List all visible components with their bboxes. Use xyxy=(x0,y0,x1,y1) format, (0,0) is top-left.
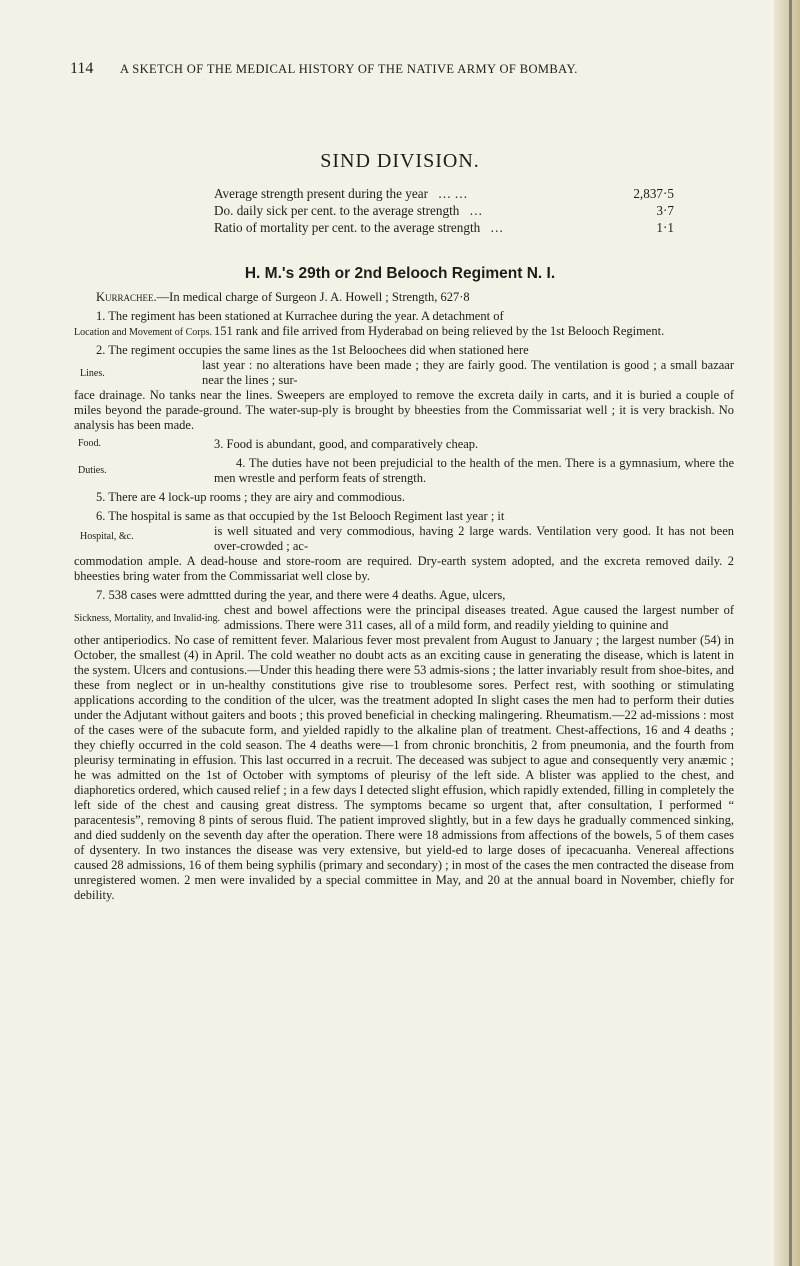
paragraph-5: 5. There are 4 lock-up rooms ; they are airy and commodious. xyxy=(96,490,406,504)
stat-label: Do. daily sick per cent. to the average strength xyxy=(214,203,460,218)
stat-value: 3·7 xyxy=(656,203,674,218)
stat-value: 2,837·5 xyxy=(633,186,674,201)
intro-place: Kurrachee. xyxy=(96,290,157,304)
paragraph-4: 4. The duties have not been prejudicial to the health of the men. There is a gymnasium, where the men wrestle and perform feats of strength. xyxy=(214,456,734,485)
side-note-duties: Duties. xyxy=(78,465,107,476)
running-title: A SKETCH OF THE MEDICAL HISTORY OF THE NATIVE ARMY OF BOMBAY. xyxy=(120,62,578,76)
paragraph-7-wrap xyxy=(74,603,734,633)
page-edge xyxy=(774,0,800,1266)
paragraph-6-wrap-text: is well situated and very commodious, having 2 large wards. Ventilation very good. It has not been over-crowded ; ac- xyxy=(214,524,734,553)
division-title: SIND DIVISION. xyxy=(320,150,480,172)
page-number: 114 xyxy=(70,60,94,77)
paragraph-1-rest: 151 rank and file arrived from Hyderabad on being relieved by the 1st Belooch Regiment. xyxy=(214,324,665,338)
stat-leader: … … xyxy=(437,186,468,201)
paragraph-2-rest: face drainage. No tanks near the lines. Sweepers are employed to remove the excreta daily in carts, and it is buried a couple of miles beyond the parade-ground. The water-sup-ply is brought by bheesties from the Commissariat well ; it is very brackish. No analysis has been made. xyxy=(74,388,734,432)
report-body xyxy=(74,290,734,903)
paragraph-7-rest: other antiperiodics. No case of remittent fever. Malarious fever most prevalent from August to January ; the largest number (54) in October, the smallest (4) in April. The cold weather no doubt acts as an exciting cause in generating the disease, which is latent in the system. Ulcers and contusions.—Under this heading there were 53 admis-sions ; the latter invariably result from shoe-bites, and these from neglect or in un-healthy constitutions give rise to troublesome sores. Perfect rest, with soothing or stimulating applications according to the condition of the ulcer, was the treatment adopted In slight cases the men had to perform their duties under the Adjutant without gaiters and boots ; this proved beneficial in checking malingering. Rheumatism.—22 ad-missions : most of the cases were of the subacute form, and yielded rapidly to the alkaline plan of treatment. Chest-affections, 16 and 4 deaths ; they chiefly occurred in the cold season. The 4 deaths were—1 from chronic bronchitis, 2 from pneumonia, and the fourth from pleurisy terminating in effusion. This last occurred in a recruit. The deceased was subject to ague and consequently very anæmic ; he was admitted on the 1st of October with symptoms of pleurisy of the left side. A blister was applied to the chest, and diaphoretics ordered, which caused relief ; in a few days I detected slight effusion, which rapidly extended, filling in completely the left side of the chest and causing great distress. The symptoms became so urgent that, after consultation, I performed “ paracentesis”, removing 8 pints of serous fluid. The patient improved slightly, but in a few days he gradually commenced sinking, and died suddenly on the seventh day after the operation. There were 18 admissions from affections of the bowels, 5 of them cases of dysentery. In two instances the disease was very extensive, but yield-ed to large doses of ipecacuanha. Venereal affections caused 28 admissions, 16 of them being syphilis (primary and secondary) ; in most of the cases the men contracted the disease from unregistered women. 2 men were invalided by a special committee in May, and 20 at the annual board in November, chiefly for debility. xyxy=(74,633,734,902)
stat-label: Average strength present during the year xyxy=(214,186,428,201)
side-note-food: Food. xyxy=(78,438,102,449)
paragraph-2-wrap xyxy=(74,358,734,388)
page-edge-line xyxy=(789,0,792,1266)
paragraph-6-wrap xyxy=(74,524,734,554)
stat-row xyxy=(214,219,674,236)
paragraph-6-rest: commodation ample. A dead-house and store-room are required. Dry-earth system adopted, and the excreta removed daily. 2 bheesties bring water from the Commissariat well close by. xyxy=(74,554,734,583)
paragraph-4-wrap xyxy=(74,456,734,486)
stat-leader: … xyxy=(490,220,504,235)
paragraph-1-wrap xyxy=(74,324,734,339)
side-note-location: Location and Movement of Corps. xyxy=(74,327,213,338)
paragraph-1-lead: 1. The regiment has been stationed at Kurrachee during the year. A detachment of xyxy=(96,309,504,323)
paragraph-3: 3. Food is abundant, good, and comparatively cheap. xyxy=(214,437,479,451)
paragraph-2-lead: 2. The regiment occupies the same lines as the 1st Beloochees did when stationed here xyxy=(96,343,529,357)
regiment-title: H. M.'s 29th or 2nd Belooch Regiment N. I. xyxy=(244,265,556,282)
page-header xyxy=(70,60,730,80)
intro-text: —In medical charge of Surgeon J. A. Howell ; Strength, 627·8 xyxy=(156,290,470,304)
paragraph-3-wrap xyxy=(74,437,734,452)
stat-row xyxy=(214,185,674,202)
intro-line xyxy=(74,290,734,305)
paragraph-2-wrap-text: last year : no alterations have been made ; they are fairly good. The ventilation is good ; a small bazaar near the lines ; sur- xyxy=(202,358,734,387)
paragraph-6-lead: 6. The hospital is same as that occupied by the 1st Belooch Regiment last year ; it xyxy=(96,509,505,523)
side-note-sickness: Sickness, Mortality, and Invalid-ing. xyxy=(74,613,220,624)
stat-value: 1·1 xyxy=(656,220,674,235)
stat-row xyxy=(214,202,674,219)
stat-label: Ratio of mortality per cent. to the average strength xyxy=(214,220,481,235)
side-note-lines: Lines. xyxy=(80,368,105,379)
paragraph-7-wrap-text: chest and bowel affections were the principal diseases treated. Ague caused the largest number of admissions. There were 311 cases, all of a mild form, and readily yielding to quinine and xyxy=(224,603,734,632)
paragraph-7-lead: 7. 538 cases were admttted during the year, and there were 4 deaths. Ague, ulcers, xyxy=(96,588,506,602)
stat-leader: … xyxy=(469,203,483,218)
side-note-hospital: Hospital, &c. xyxy=(80,531,134,542)
division-stats xyxy=(214,185,674,236)
